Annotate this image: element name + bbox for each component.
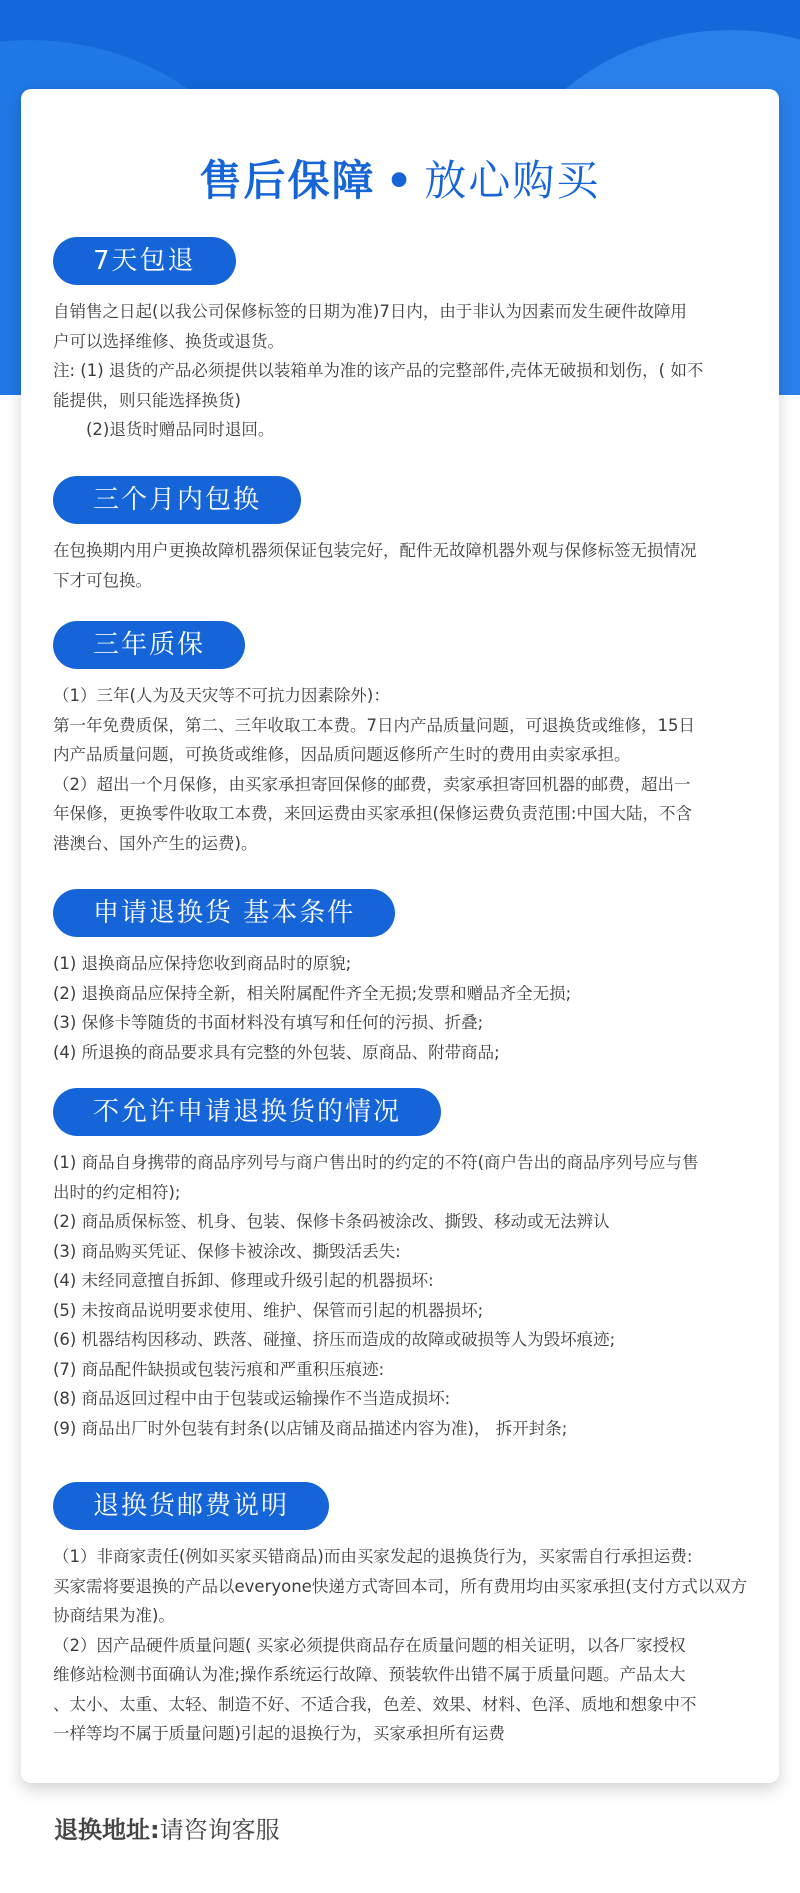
section-body xyxy=(53,949,775,1067)
title-main: 售后保障 xyxy=(199,156,376,205)
list-item: (7) 商品配件缺损或包装污痕和严重积压痕迹: xyxy=(53,1359,385,1379)
title-separator: • xyxy=(385,156,415,205)
list-item: (3) 保修卡等随货的书面材料没有填写和任何的污损、折叠; xyxy=(53,1013,484,1032)
text-line: 自销售之日起(以我公司保修标签的日期为准)7日内，由于非认为因素而发生硬件故障用 xyxy=(53,302,687,321)
text-line: 一样等均不属于质量问题)引起的退换行为，买家承担所有运费 xyxy=(53,1724,505,1743)
list-item: (1) 退换商品应保持您收到商品时的原貌; xyxy=(53,954,352,973)
text-line: （1）三年(人为及天灾等不可抗力因素除外)： xyxy=(53,686,390,705)
text-line: 户可以选择维修、换货或退货。 xyxy=(53,331,284,351)
section-not-allowed xyxy=(53,1088,775,1443)
text-line: 在包换期内用户更换故障机器须保证包装完好，配件无故障机器外观与保修标签无损情况 xyxy=(53,541,697,560)
content-card xyxy=(21,89,779,1783)
return-address xyxy=(54,1813,280,1847)
section-heading: 三年质保 xyxy=(53,621,245,669)
section-body xyxy=(53,1148,775,1443)
list-item: (2) 退换商品应保持全新，相关附属配件齐全无损;发票和赠品齐全无损; xyxy=(53,983,572,1003)
list-item: (4) 未经同意擅自拆卸、修理或升级引起的机器损坏: xyxy=(53,1271,434,1290)
text-line: (2)退货时赠品同时退回。 xyxy=(53,420,275,439)
list-item: (6) 机器结构因移动、跌落、碰撞、挤压而造成的故障或破损等人为毁坏痕迹; xyxy=(53,1330,616,1349)
section-heading: 7天包退 xyxy=(53,237,236,285)
list-item: (2) 商品质保标签、机身、包装、保修卡条码被涂改、撕毁、移动或无法辨认 xyxy=(53,1212,610,1231)
title-sub: 放心购买 xyxy=(424,156,601,205)
text-line: 维修站检测书面确认为准;操作系统运行故障、预装软件出错不属于质量问题。产品太大 xyxy=(53,1665,686,1684)
section-3month-exchange xyxy=(53,476,775,595)
list-item: (8) 商品返回过程中由于包装或运输操作不当造成损坏: xyxy=(53,1389,451,1408)
section-shipping-fees xyxy=(53,1482,775,1749)
text-line: 能提供，则只能选择换货) xyxy=(53,390,241,410)
text-line: 第一年免费质保，第二、三年收取工本费。7日内产品质量问题，可退换货或维修，15日 xyxy=(53,715,695,735)
section-body xyxy=(53,681,775,858)
section-body xyxy=(53,297,775,445)
address-value: 请咨询客服 xyxy=(159,1816,280,1844)
section-body xyxy=(53,1542,775,1749)
text-line: 协商结果为准)。 xyxy=(53,1606,175,1625)
text-line: （2）超出一个月保修，由买家承担寄回保修的邮费，卖家承担寄回机器的邮费，超出一 xyxy=(53,774,691,794)
section-body xyxy=(53,536,775,595)
text-line: 注: (1) 退货的产品必须提供以装箱单为准的该产品的完整部件,壳体无破损和划伤，( 如不 xyxy=(53,361,704,380)
list-item: (3) 商品购买凭证、保修卡被涂改、撕毁活丢失: xyxy=(53,1241,401,1261)
text-line: （2）因产品硬件质量问题( 买家必须提供商品存在质量问题的相关证明，以各厂家授权 xyxy=(53,1635,686,1655)
text-line: 内产品质量问题，可换货或维修，因品质问题返修所产生时的费用由卖家承担。 xyxy=(53,745,631,764)
text-line: 买家需将要退换的产品以everyone快递方式寄回本司，所有费用均由买家承担(支付方式以双方 xyxy=(53,1576,748,1596)
section-heading: 申请退换货 基本条件 xyxy=(53,889,395,937)
text-line: 年保修，更换零件收取工本费，来回运费由买家承担(保修运费负责范围:中国大陆，不含 xyxy=(53,804,692,823)
page-title xyxy=(21,153,779,209)
list-item: (4) 所退换的商品要求具有完整的外包装、原商品、附带商品; xyxy=(53,1042,500,1062)
section-heading: 退换货邮费说明 xyxy=(53,1482,329,1530)
text-line: 下才可包换。 xyxy=(53,570,152,590)
text-line: （1）非商家责任(例如买家买错商品)而由买家发起的退换货行为，买家需自行承担运费: xyxy=(53,1547,693,1566)
list-item: (9) 商品出厂时外包装有封条(以店铺及商品描述内容为准)， 拆开封条; xyxy=(53,1418,568,1438)
list-item: (1) 商品自身携带的商品序列号与商户售出时的约定的不符(商户告出的商品序列号应与售 xyxy=(53,1153,699,1172)
text-line: 、太小、太重、太轻、制造不好、不适合我，色差、效果、材料、色泽、质地和想象中不 xyxy=(53,1694,697,1714)
section-heading: 不允许申请退换货的情况 xyxy=(53,1088,441,1136)
section-7day-return xyxy=(53,237,775,445)
section-3year-warranty xyxy=(53,621,775,858)
section-return-conditions xyxy=(53,889,775,1067)
list-item: (5) 未按商品说明要求使用、维护、保管而引起的机器损坏; xyxy=(53,1300,484,1320)
list-item: 出时的约定相符); xyxy=(53,1182,181,1202)
section-heading: 三个月内包换 xyxy=(53,476,301,524)
text-line: 港澳台、国外产生的运费)。 xyxy=(53,833,258,853)
address-label: 退换地址: xyxy=(54,1816,160,1844)
